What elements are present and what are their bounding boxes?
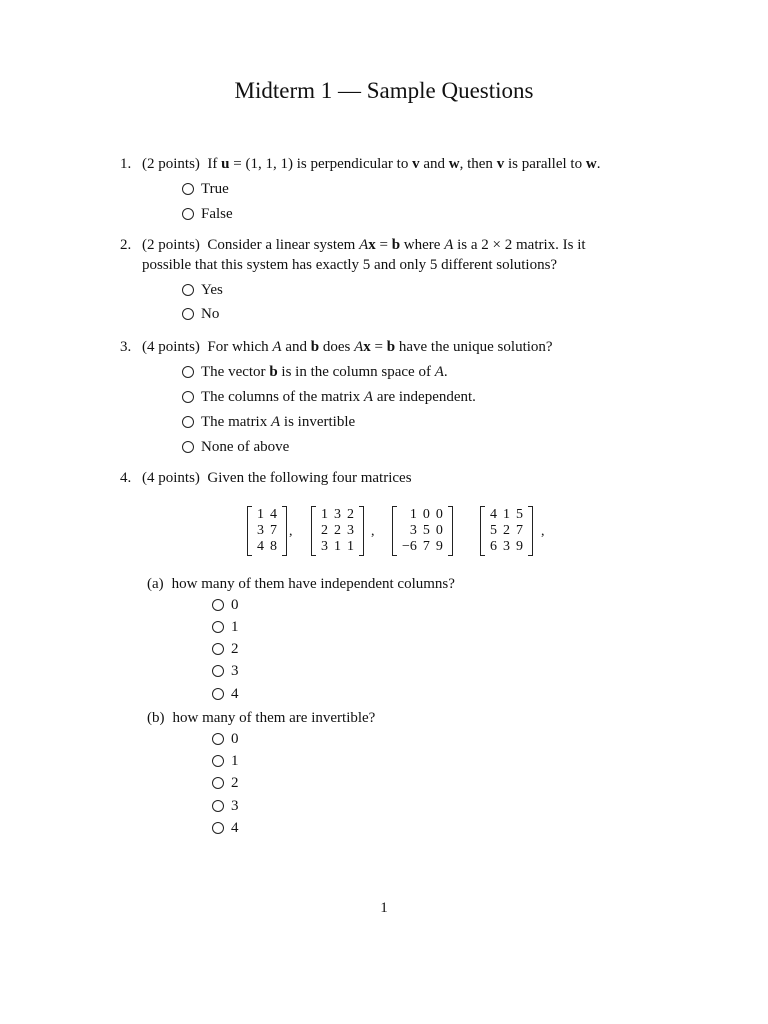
matrix-entry: 3 <box>409 523 417 538</box>
matrix-entry: 7 <box>422 539 430 554</box>
matrix-entries <box>252 506 282 556</box>
radio-icon[interactable] <box>212 621 224 633</box>
question-number: 2. <box>120 237 132 253</box>
matrix-entry: −6 <box>402 539 417 554</box>
q2-option-yes[interactable]: Yes <box>182 279 223 301</box>
matrix-entry: 2 <box>321 523 328 538</box>
radio-icon[interactable] <box>212 643 224 655</box>
page-title: Midterm 1 — Sample Questions <box>234 78 534 103</box>
matrix-entries <box>397 506 448 556</box>
radio-icon[interactable] <box>212 599 224 611</box>
matrix-entry: 1 <box>409 507 417 522</box>
q4b-option-2[interactable]: 2 <box>212 772 239 794</box>
question-text: (2 points) Consider a linear system Ax = b where A is a 2 × 2 matrix. Is it <box>142 237 586 253</box>
matrix-entry: 2 <box>347 507 354 522</box>
matrix-separator: , <box>289 524 293 539</box>
page-number: 1 <box>380 900 388 916</box>
radio-icon[interactable] <box>212 755 224 767</box>
matrix-entry: 9 <box>516 539 523 554</box>
q4a-option-0[interactable]: 0 <box>212 594 239 616</box>
q2-option-no[interactable]: No <box>182 303 219 325</box>
matrix-entry: 1 <box>257 507 264 522</box>
matrix-entry: 1 <box>347 539 354 554</box>
matrix-entries <box>316 506 359 556</box>
matrix-entry: 3 <box>334 507 341 522</box>
question-2 <box>120 235 660 275</box>
q4a-option-4[interactable]: 4 <box>212 683 239 705</box>
matrix-entry: 9 <box>435 539 443 554</box>
radio-icon[interactable] <box>212 777 224 789</box>
right-bracket <box>448 506 453 556</box>
question-text: (4 points) For which A and b does Ax = b have the unique solution? <box>142 339 553 355</box>
q4-part-a <box>147 574 455 594</box>
question-number: 3. <box>120 339 132 355</box>
matrix-entry: 4 <box>257 539 264 554</box>
radio-icon[interactable] <box>182 366 194 378</box>
matrix-entry: 1 <box>334 539 341 554</box>
right-bracket <box>528 506 533 556</box>
part-label: (a) <box>147 576 164 592</box>
matrix-entry: 1 <box>503 507 510 522</box>
matrix-entry: 5 <box>490 523 497 538</box>
radio-icon[interactable] <box>182 441 194 453</box>
radio-icon[interactable] <box>182 391 194 403</box>
question-number: 1. <box>120 156 132 172</box>
radio-icon[interactable] <box>212 800 224 812</box>
part-label: (b) <box>147 710 165 726</box>
matrix-entry: 3 <box>321 539 328 554</box>
matrix-entry: 7 <box>516 523 523 538</box>
radio-icon[interactable] <box>212 688 224 700</box>
question-3 <box>120 337 660 357</box>
q1-option-false[interactable]: False <box>182 203 233 225</box>
radio-icon[interactable] <box>212 822 224 834</box>
matrix-entry: 4 <box>270 507 277 522</box>
matrix-separator: , <box>541 524 545 539</box>
matrix-entry: 3 <box>257 523 264 538</box>
matrix-entry: 0 <box>435 507 443 522</box>
right-bracket <box>359 506 364 556</box>
matrix-entry: 5 <box>516 507 523 522</box>
matrix-entry: 4 <box>490 507 497 522</box>
q3-option-column-space[interactable]: The vector b is in the column space of A. <box>182 361 448 383</box>
matrix-entry: 8 <box>270 539 277 554</box>
matrix-entry: 7 <box>270 523 277 538</box>
part-text: how many of them have independent columns? <box>171 576 455 592</box>
q4b-option-0[interactable]: 0 <box>212 728 239 750</box>
q4-part-b <box>147 708 375 728</box>
matrix-entries <box>485 506 528 556</box>
radio-icon[interactable] <box>182 308 194 320</box>
q4a-option-1[interactable]: 1 <box>212 616 239 638</box>
radio-icon[interactable] <box>182 416 194 428</box>
matrix-entry: 1 <box>321 507 328 522</box>
question-4 <box>120 468 660 488</box>
part-text: how many of them are invertible? <box>172 710 376 726</box>
matrix-3 <box>392 506 453 556</box>
question-text: (2 points) If u = (1, 1, 1) is perpendicular to v and w, then v is parallel to w. <box>142 156 601 172</box>
matrix-entry: 0 <box>422 507 430 522</box>
q4a-option-2[interactable]: 2 <box>212 638 239 660</box>
matrix-1 <box>247 506 287 556</box>
q3-option-none[interactable]: None of above <box>182 436 289 458</box>
matrix-entry: 3 <box>347 523 354 538</box>
radio-icon[interactable] <box>212 733 224 745</box>
question-number: 4. <box>120 470 132 486</box>
matrix-entry: 3 <box>503 539 510 554</box>
right-bracket <box>282 506 287 556</box>
matrix-separator: , <box>371 524 375 539</box>
radio-icon[interactable] <box>212 665 224 677</box>
radio-icon[interactable] <box>182 208 194 220</box>
matrix-entry: 5 <box>422 523 430 538</box>
radio-icon[interactable] <box>182 183 194 195</box>
matrix-4 <box>480 506 533 556</box>
q1-option-true[interactable]: True <box>182 178 229 200</box>
q4b-option-3[interactable]: 3 <box>212 795 239 817</box>
matrix-entry: 2 <box>503 523 510 538</box>
question-text: (4 points) Given the following four matrices <box>142 470 412 486</box>
q4a-option-3[interactable]: 3 <box>212 660 239 682</box>
matrix-entry: 6 <box>490 539 497 554</box>
matrix-entry: 0 <box>435 523 443 538</box>
matrix-entry: 2 <box>334 523 341 538</box>
radio-icon[interactable] <box>182 284 194 296</box>
q3-option-invertible[interactable]: The matrix A is invertible <box>182 411 355 433</box>
matrix-2 <box>311 506 364 556</box>
question-1 <box>120 154 660 174</box>
q4b-option-1[interactable]: 1 <box>212 750 239 772</box>
q4b-option-4[interactable]: 4 <box>212 817 239 839</box>
q3-option-independent-columns[interactable]: The columns of the matrix A are independent. <box>182 386 476 408</box>
question-text-continuation: possible that this system has exactly 5 and only 5 different solutions? <box>142 257 558 273</box>
